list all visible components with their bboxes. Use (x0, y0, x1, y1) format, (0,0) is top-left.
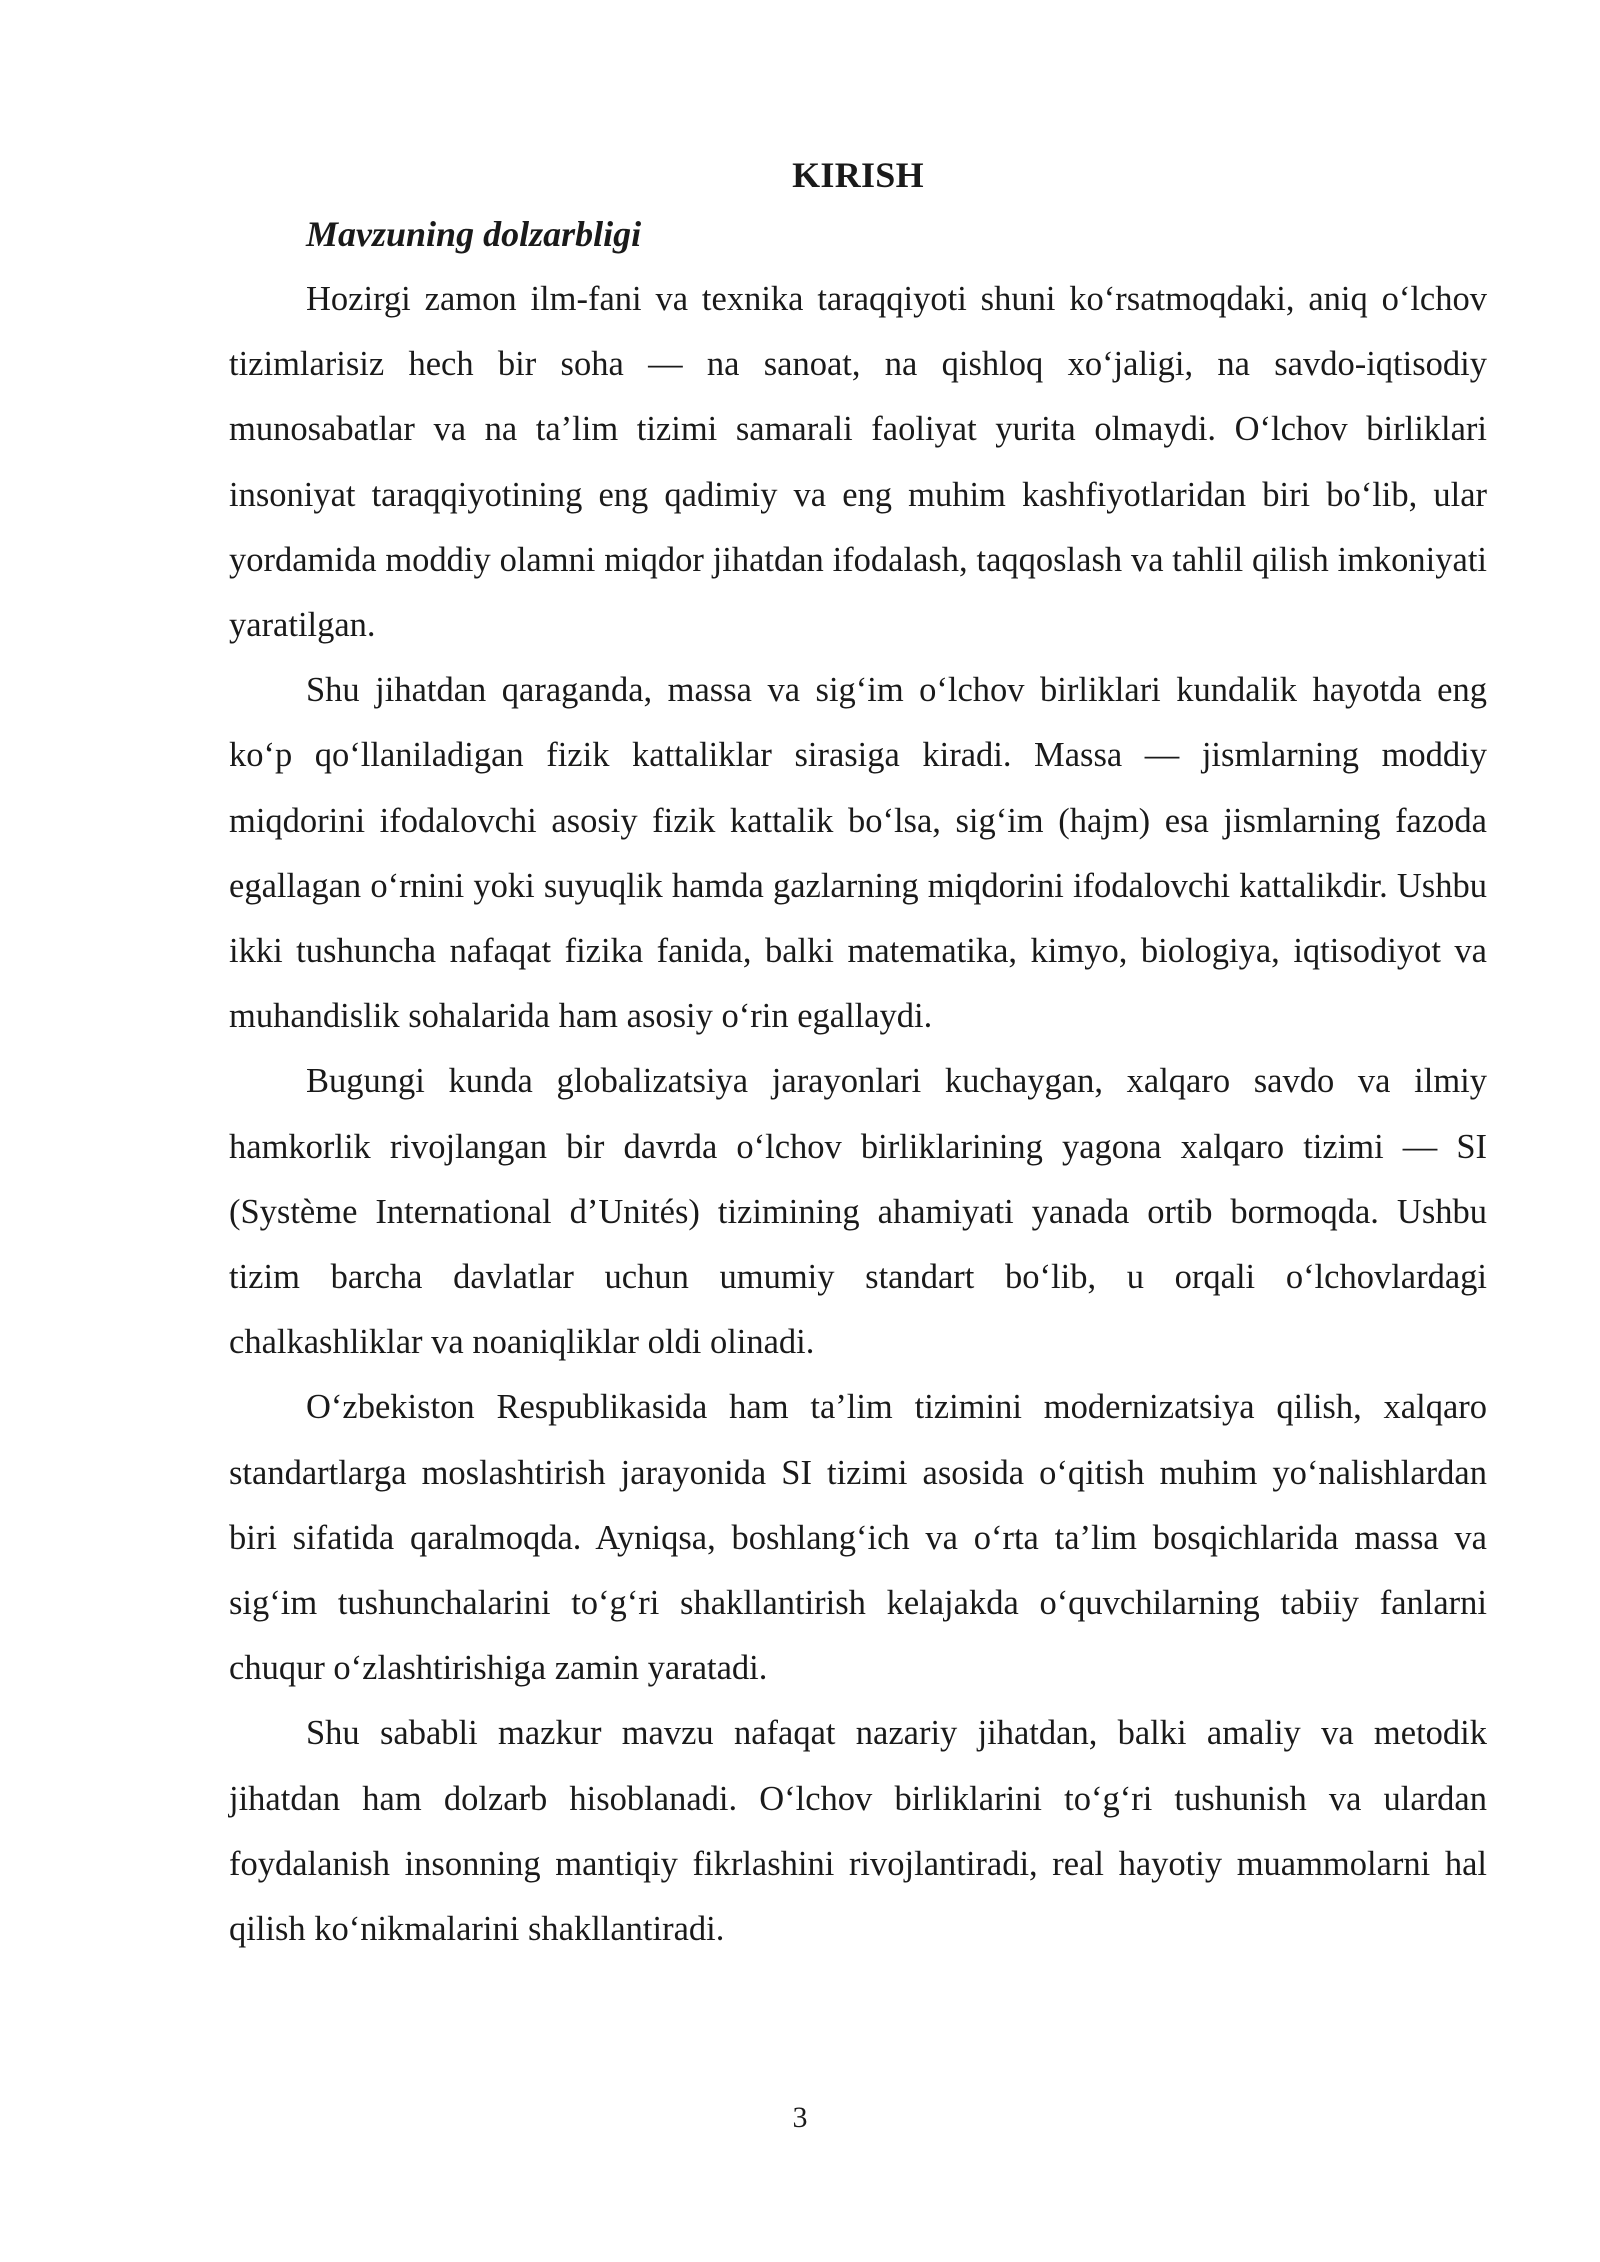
section-subheading: Mavzuning dolzarbligi (306, 214, 642, 254)
paragraph-5: Shu sababli mazkur mavzu nafaqat nazariy jihatdan, balki amaliy va metodik jihatdan ham dolzarb hisoblanadi. Oʻlchov birliklarini toʻgʻri tushunish va ulardan foydalanish insonning mantiqiy fikrlashini rivojlantiradi, real hayotiy muammolarni hal qilish koʻnikmalarini shakllantiradi. (229, 1714, 1487, 1949)
paragraph-4: Oʻzbekiston Respublikasida ham ta’lim tizimini modernizatsiya qilish, xalqaro standartlarga moslashtirish jarayonida SI tizimi asosida oʻqitish muhim yoʻnalishlardan biri sifatida qaralmoqda. Ayniqsa, boshlangʻich va oʻrta ta’lim bosqichlarida massa va sigʻim tushunchalarini toʻgʻri shakllantirish kelajakda oʻquvchilarning tabiiy fanlarni chuqur oʻzlashtirishiga zamin yaratadi. (229, 1388, 1487, 1688)
paragraph-3: Bugungi kunda globalizatsiya jarayonlari kuchaygan, xalqaro savdo va ilmiy hamkorlik rivojlangan bir davrda oʻlchov birliklarining yagona xalqaro tizimi — SI (Système International d’Unités) tizimining ahamiyati yanada ortib bormoqda. Ushbu tizim barcha davlatlar uchun umumiy standart boʻlib, u orqali oʻlchovlardagi chalkashliklar va noaniqliklar oldi olinadi. (229, 1062, 1487, 1362)
page-content (229, 148, 1487, 1962)
section-heading: KIRISH (792, 155, 924, 195)
page-number: 3 (792, 2101, 808, 2134)
paragraph-1: Hozirgi zamon ilm-fani va texnika taraqqiyoti shuni koʻrsatmoqdaki, aniq oʻlchov tizimlarisiz hech bir soha — na sanoat, na qishloq xoʻjaligi, na savdo-iqtisodiy munosabatlar va na ta’lim tizimi samarali faoliyat yurita olmaydi. Oʻlchov birliklari insoniyat taraqqiyotining eng qadimiy va eng muhim kashfiyotlaridan biri boʻlib, ular yordamida moddiy olamni miqdor jihatdan ifodalash, taqqoslash va tahlil qilish imkoniyati yaratilgan. (229, 280, 1487, 645)
paragraph-2: Shu jihatdan qaraganda, massa va sigʻim oʻlchov birliklari kundalik hayotda eng koʻp qoʻllaniladigan fizik kattaliklar sirasiga kiradi. Massa — jismlarning moddiy miqdorini ifodalovchi asosiy fizik kattalik boʻlsa, sigʻim (hajm) esa jismlarning fazoda egallagan oʻrnini yoki suyuqlik hamda gazlarning miqdorini ifodalovchi kattalikdir. Ushbu ikki tushuncha nafaqat fizika fanida, balki matematika, kimyo, biologiya, iqtisodiyot va muhandislik sohalarida ham asosiy oʻrin egallaydi. (229, 671, 1487, 1036)
